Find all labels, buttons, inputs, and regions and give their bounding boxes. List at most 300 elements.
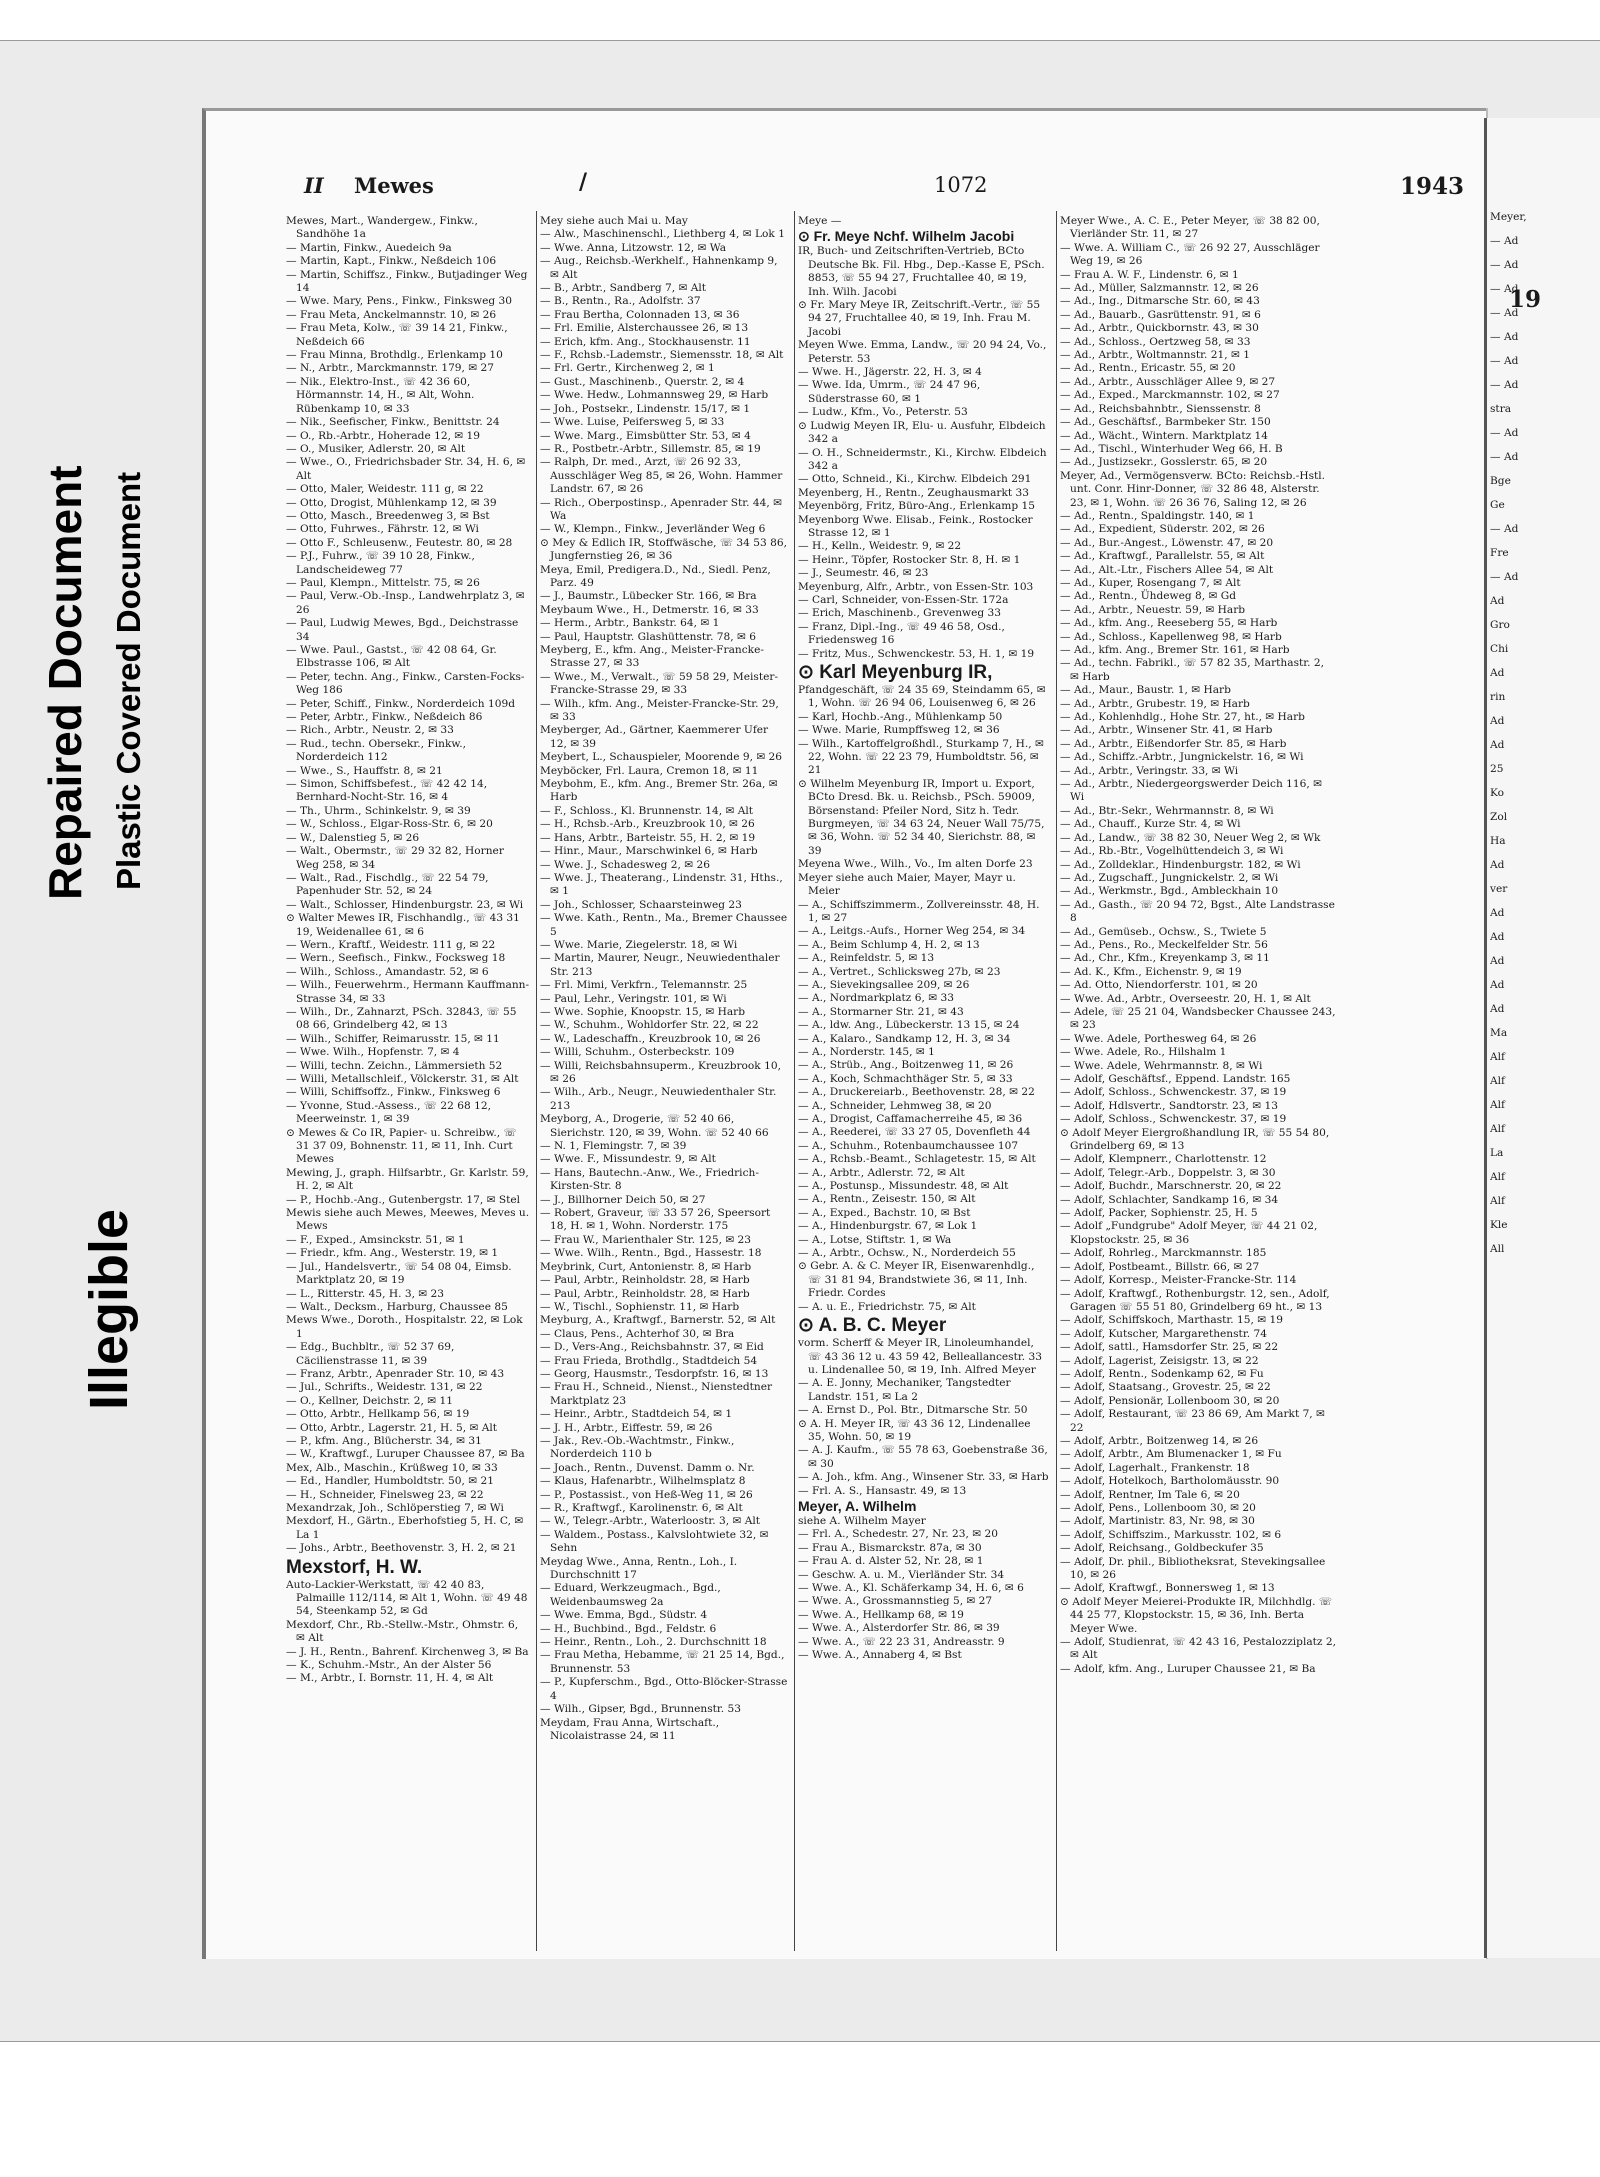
directory-entry: — Wwe. J., Theaterang., Lindenstr. 31, Hths., ✉ 1 — [540, 871, 783, 898]
directory-entry: — Georg, Hausmstr., Tesdorpfstr. 16, ✉ 13 — [540, 1367, 769, 1380]
directory-entry: — Frau Meta, Kolw., ☏ 39 14 21, Finkw., Neßdeich 66 — [286, 322, 508, 348]
directory-entry: ⊙ Mewes & Co IR, Papier- u. Schreibw., ☏ 31 37 09, Bohnenstr. 11, ✉ 11, Inh. Curt Mewes — [286, 1126, 517, 1166]
directory-entry: — Ad., Tischl., Winterhuder Weg 66, H. B — [1060, 442, 1283, 455]
directory-entry: Zol — [1490, 810, 1508, 823]
directory-entry: — J. H., Arbtr., Eiffestr. 59, ✉ 26 — [540, 1421, 713, 1434]
directory-entry: — Wwe. Paul., Gastst., ☏ 42 08 64, Gr. Elbstrasse 106, ✉ Alt — [286, 644, 497, 670]
directory-entry: — Frl. Gertr., Kirchenweg 2, ✉ 1 — [540, 362, 715, 375]
directory-entry: — Klaus, Hafenarbtr., Wilhelmsplatz 8 — [540, 1475, 746, 1488]
directory-entry: — Ad — [1490, 282, 1519, 295]
directory-entry: Mey siehe auch Mai u. May — [540, 215, 688, 227]
directory-entry: — A. Ernst D., Pol. Btr., Ditmarsche Str. 50 — [798, 1404, 1028, 1417]
directory-entry: — A., Strüb., Ang., Boitzenweg 11, ✉ 26 — [798, 1059, 1014, 1072]
directory-entry: — Ad — [1490, 378, 1519, 391]
directory-entry: La — [1490, 1146, 1504, 1159]
directory-entry: — Wwe. Adele, Ro., Hilshalm 1 — [1060, 1046, 1227, 1059]
directory-entry: Meyer, A. Wilhelm — [798, 1497, 917, 1514]
directory-entry: — W., Ladeschaffn., Kreuzbrook 10, ✉ 26 — [540, 1032, 761, 1045]
directory-entry: — A., Vertret., Schlicksweg 27b, ✉ 23 — [798, 965, 1001, 978]
directory-entry: Mewes, Mart., Wandergew., Finkw., Sandhöhe 1a — [286, 215, 478, 241]
column-4 — [1060, 215, 1340, 1945]
directory-entry: — Walt., Decksm., Harburg, Chaussee 85 — [286, 1300, 508, 1313]
directory-entry: — Fritz, Mus., Schwenckestr. 53, H. 1, ✉ 19 — [798, 647, 1035, 660]
directory-entry: Mexandrzak, Joh., Schlöperstieg 7, ✉ Wi — [286, 1502, 504, 1514]
directory-entry: Meydam, Frau Anna, Wirtschaft., Nicolaistrasse 24, ✉ 11 — [540, 1716, 720, 1742]
directory-entry: — Wwe. A., Grossmannstieg 5, ✉ 27 — [798, 1595, 993, 1608]
directory-entry: — Wwe., O., Friedrichsbader Str. 34, H. 6, ✉ Alt — [286, 456, 526, 482]
directory-entry: — A., Norderstr. 145, ✉ 1 — [798, 1045, 935, 1058]
directory-entry: — Adolf, kfm. Ang., Luruper Chaussee 21, ✉ Ba — [1060, 1662, 1316, 1675]
directory-entry: — Jul., Handelsvertr., ☏ 54 08 04, Eimsb. Marktplatz 20, ✉ 19 — [286, 1260, 512, 1287]
directory-entry: — Wwe. A., Alsterdorfer Str. 86, ✉ 39 — [798, 1622, 1000, 1635]
directory-entry: Ge — [1490, 498, 1505, 511]
directory-entry: Meyer Wwe., A. C. E., Peter Meyer, ☏ 38 82 00, Vierländer Str. 11, ✉ 27 — [1060, 215, 1320, 241]
directory-entry: — Ad., Reichsbahnbtr., Sienssenstr. 8 — [1060, 402, 1261, 415]
directory-entry: — Gust., Maschinenb., Querstr. 2, ✉ 4 — [540, 375, 745, 388]
directory-entry: — Ad., Schloss., Kapellenweg 98, ✉ Harb — [1060, 630, 1282, 643]
directory-entry: — Joh., Postsekr., Lindenstr. 15/17, ✉ 1 — [540, 402, 751, 415]
directory-entry: — Paul, Lehr., Veringstr. 101, ✉ Wi — [540, 992, 727, 1005]
page-header — [304, 169, 1464, 203]
directory-entry: 25 — [1490, 762, 1504, 775]
directory-entry: — Ad — [1490, 522, 1519, 535]
directory-entry: Ad — [1490, 906, 1505, 919]
directory-entry: — Ralph, Dr. med., Arzt, ☏ 26 92 33, Ausschläger Weg 85, ✉ 26, Wohn. Hammer Landstr. 67, ✉ 26 — [540, 456, 783, 496]
directory-entry: — Ad., Pens., Ro., Meckelfelder Str. 56 — [1060, 938, 1268, 951]
directory-entry: — H., Schneider, Finelsweg 23, ✉ 22 — [286, 1488, 484, 1501]
directory-entry: — A., Rchsb.-Beamt., Schlagetestr. 15, ✉ Alt — [798, 1153, 1036, 1166]
directory-entry: — Ad., Rentn., Ühdeweg 8, ✉ Gd — [1060, 590, 1236, 603]
directory-entry: — Willi, Schiffsoffz., Finkw., Finksweg 6 — [286, 1086, 501, 1099]
directory-entry: — Wwe. J., Schadesweg 2, ✉ 26 — [540, 858, 710, 871]
directory-entry: — Ad., Gemüseb., Ochsw., S., Twiete 5 — [1060, 925, 1267, 938]
directory-entry: — Wilh., Dr., Zahnarzt, PSch. 32843, ☏ 55 08 66, Grindelberg 42, ✉ 13 — [286, 1005, 517, 1032]
directory-entry: — Adolf, Rohrleg., Marckmannstr. 185 — [1060, 1247, 1267, 1260]
directory-entry: — Wwe. F., Missundestr. 9, ✉ Alt — [540, 1153, 716, 1166]
directory-entry: — Adolf, Kraftwgf., Bonnersweg 1, ✉ 13 — [1060, 1582, 1275, 1595]
directory-entry: — Frau A. d. Alster 52, Nr. 28, ✉ 1 — [798, 1555, 984, 1568]
directory-entry: — Wwe. Sophie, Knoopstr. 15, ✉ Harb — [540, 1005, 746, 1018]
directory-entry: Mexstorf, H. W. — [286, 1556, 423, 1578]
directory-entry: — Ad., Chauff., Kurze Str. 4, ✉ Wi — [1060, 818, 1241, 831]
directory-entry: — Peter, techn. Ang., Finkw., Carsten-Focks-Weg 186 — [286, 670, 525, 697]
directory-entry: — N. 1, Flemingstr. 7, ✉ 39 — [540, 1140, 687, 1153]
directory-entry: — Otto, Arbtr., Hellkamp 56, ✉ 19 — [286, 1408, 470, 1421]
directory-entry: — Adolf, Kutscher, Margarethenstr. 74 — [1060, 1327, 1267, 1340]
directory-entry: — F., Schloss., Kl. Brunnenstr. 14, ✉ Alt — [540, 804, 754, 817]
directory-entry: Alf — [1490, 1122, 1505, 1135]
directory-entry: — Wwe. Hedw., Lohmannsweg 29, ✉ Harb — [540, 389, 769, 402]
directory-entry: ⊙ Fr. Meye Nchf. Wilhelm Jacobi — [798, 228, 1015, 245]
directory-entry: — Ad., Expedient, Süderstr. 202, ✉ 26 — [1060, 523, 1265, 536]
directory-entry: — A., Postunsp., Missundestr. 48, ✉ Alt — [798, 1180, 1009, 1193]
directory-entry: — Yvonne, Stud.-Assess., ☏ 22 68 12, Meerweinstr. 1, ✉ 39 — [286, 1099, 491, 1126]
directory-entry: Ad — [1490, 666, 1505, 679]
directory-entry: — Martin, Finkw., Auedeich 9a — [286, 241, 452, 254]
directory-entry: — Ad., Arbtr., Winsener Str. 41, ✉ Harb — [1060, 724, 1273, 737]
directory-entry: Meyer, Ad., Vermögensverw. BCto: Reichsb.-Hstl. unt. Conr. Hinr-Donner, ☏ 32 86 48, Alsterstr. 23, ✉ 1, Wohn. ☏ 26 36 76, Saling 12, ✉ 26 — [1060, 469, 1326, 509]
directory-entry: — Martin, Kapt., Finkw., Neßdeich 106 — [286, 255, 497, 268]
directory-entry: — Frl. Emilie, Alsterchaussee 26, ✉ 13 — [540, 322, 749, 335]
directory-entry: — J., Baumstr., Lübecker Str. 166, ✉ Bra — [540, 590, 757, 603]
directory-entry: — Ad., Schloss., Oertzweg 58, ✉ 33 — [1060, 335, 1251, 348]
directory-entry: — P., Postassist., von Heß-Weg 11, ✉ 26 — [540, 1488, 753, 1501]
directory-entry: Ad — [1490, 1002, 1505, 1015]
directory-entry: — Ad., Maur., Baustr. 1, ✉ Harb — [1060, 684, 1231, 697]
directory-entry: ⊙ Karl Meyenburg IR, — [798, 662, 993, 683]
directory-entry: — Adele, ☏ 25 21 04, Wandsbecker Chaussee 243, ✉ 23 — [1060, 1005, 1336, 1032]
directory-entry: — Wwe. Adele, Wehrmannstr. 8, ✉ Wi — [1060, 1059, 1263, 1072]
directory-entry: ver — [1490, 882, 1508, 895]
directory-entry: — Frau A. W. F., Lindenstr. 6, ✉ 1 — [1060, 268, 1239, 281]
directory-entry: — A. E. Jonny, Mechaniker, Tangstedter Landstr. 151, ✉ La 2 — [798, 1377, 1011, 1403]
directory-entry: — P., kfm. Ang., Blücherstr. 34, ✉ 31 — [286, 1434, 482, 1447]
directory-entry: — Ad., Wächt., Wintern. Marktplatz 14 — [1060, 429, 1269, 442]
column-2 — [540, 215, 792, 1945]
directory-entry: — Joach., Rentn., Duvenst. Damm o. Nr. — [540, 1461, 755, 1474]
column-3 — [798, 215, 1054, 1945]
directory-entry: — P., Hochb.-Ang., Gutenbergstr. 17, ✉ Stel — [286, 1193, 520, 1206]
directory-entry: — Wilh., Kartoffelgroßhdl., Sturkamp 7, H., ✉ 22, Wohn. ☏ 22 23 79, Humboldtstr. 56, ✉ 21 — [798, 737, 1044, 777]
directory-entry: — W., Dalenstieg 5, ✉ 26 — [286, 831, 420, 844]
directory-entry: — Adolf, Lagerhalt., Frankenstr. 18 — [1060, 1461, 1250, 1474]
directory-entry: — Adolf, Schiffszim., Markusstr. 102, ✉ 6 — [1060, 1528, 1282, 1541]
directory-entry: — Ad., Kuper, Rosengang 7, ✉ Alt — [1060, 576, 1241, 589]
directory-entry: — Adolf, Lagerist, Zeisigstr. 13, ✉ 22 — [1060, 1354, 1259, 1367]
directory-entry: — Wwe. A. William C., ☏ 26 92 27, Ausschläger Weg 19, ✉ 26 — [1060, 241, 1320, 268]
directory-entry: Mexdorf, H., Gärtn., Eberhofstieg 5, H. C, ✉ La 1 — [286, 1515, 524, 1541]
directory-entry: — Paul, Arbtr., Reinholdstr. 28, ✉ Harb — [540, 1287, 750, 1300]
directory-entry: — Ad., Werkmstr., Bgd., Ambleckhain 10 — [1060, 885, 1279, 898]
directory-entry: — Hans, Bautechn.-Anw., We., Friedrich-Kirsten-Str. 8 — [540, 1166, 759, 1193]
directory-entry: — H., Kelln., Weidestr. 9, ✉ 22 — [798, 540, 962, 553]
directory-entry: — Ad., Alt.-Ltr., Fischers Allee 54, ✉ Alt — [1060, 563, 1274, 576]
directory-entry: — Geschw. A. u. M., Vierländer Str. 34 — [798, 1568, 1005, 1581]
directory-entry: Meyberg, E., kfm. Ang., Meister-Francke-Strasse 27, ✉ 33 — [540, 644, 764, 670]
directory-entry: — Walt., Rad., Fischdlg., ☏ 22 54 79, Papenhuder Str. 52, ✉ 24 — [286, 871, 489, 898]
directory-entry: — Paul, Ludwig Mewes, Bgd., Deichstrasse 34 — [286, 617, 519, 643]
directory-entry: — Adolf, Hotelkoch, Bartholomäusstr. 90 — [1060, 1475, 1280, 1488]
directory-entry: — Ad., Exped., Marckmannstr. 102, ✉ 27 — [1060, 389, 1280, 402]
directory-entry: Fre — [1490, 546, 1509, 559]
directory-entry: All — [1490, 1242, 1505, 1255]
directory-entry: — Erich, Maschinenb., Grevenweg 33 — [798, 607, 1002, 620]
directory-entry: Meybaum Wwe., H., Detmerstr. 16, ✉ 33 — [540, 603, 759, 616]
directory-entry: — Paul, Hauptstr. Glashüttenstr. 78, ✉ 6 — [540, 630, 757, 643]
directory-entry: — Wwe. Ad., Arbtr., Overseestr. 20, H. 1, ✉ Alt — [1060, 992, 1311, 1005]
directory-entry: — Adolf, Korresp., Meister-Francke-Str. 114 — [1060, 1274, 1297, 1287]
directory-entry: ⊙ A. B. C. Meyer — [798, 1315, 947, 1337]
directory-entry: — Jak., Rev.-Ob.-Wachtmstr., Finkw., Norderdeich 110 b — [540, 1434, 735, 1461]
directory-entry: — Wilh., Schloss., Amandastr. 52, ✉ 6 — [286, 965, 489, 978]
directory-entry: — Eduard, Werkzeugmach., Bgd., Weidenbaumsweg 2a — [540, 1582, 721, 1608]
directory-entry: — Ad — [1490, 354, 1519, 367]
directory-entry: — P., Kupferschm., Bgd., Otto-Blöcker-Strasse 4 — [540, 1676, 788, 1702]
directory-entry: — Frau Frieda, Brothdlg., Stadtdeich 54 — [540, 1354, 758, 1367]
column-1 — [286, 215, 534, 1945]
directory-entry: Ha — [1490, 834, 1506, 847]
directory-entry: — O. H., Schneidermstr., Ki., Kirchw. Elbdeich 342 a — [798, 446, 1047, 472]
directory-entry: — Claus, Pens., Achterhof 30, ✉ Bra — [540, 1327, 735, 1340]
directory-entry: — Adolf, Reichsang., Goldbeckufer 35 — [1060, 1542, 1264, 1555]
directory-entry: — Ad., Kraftwgf., Parallelstr. 55, ✉ Alt — [1060, 550, 1265, 563]
directory-entry: — Ad., Müller, Salzmannstr. 12, ✉ 26 — [1060, 282, 1259, 295]
directory-entry: — Rich., Arbtr., Neustr. 2, ✉ 33 — [286, 724, 454, 737]
directory-entry: — Johs., Arbtr., Beethovenstr. 3, H. 2, ✉ 21 — [286, 1542, 517, 1555]
directory-entry: ⊙ Mey & Edlich IR, Stoffwäsche, ☏ 34 53 86, Jungfernstieg 26, ✉ 36 — [540, 536, 787, 563]
directory-entry: — A., Arbtr., Adlerstr. 72, ✉ Alt — [798, 1166, 965, 1179]
directory-entry: Alf — [1490, 1170, 1505, 1183]
directory-entry: — J., Seumestr. 46, ✉ 23 — [798, 567, 929, 580]
directory-entry: Kle — [1490, 1218, 1508, 1231]
directory-entry: — Hinr., Maur., Marschwinkel 6, ✉ Harb — [540, 845, 758, 858]
directory-entry: Ad — [1490, 978, 1505, 991]
directory-entry: — Wwe. Kath., Rentn., Ma., Bremer Chaussee 5 — [540, 912, 788, 938]
directory-entry: — W., Telegr.-Arbtr., Waterloostr. 3, ✉ Alt — [540, 1515, 761, 1528]
directory-entry: — Ad., Btr.-Sekr., Wehrmannstr. 8, ✉ Wi — [1060, 804, 1274, 817]
directory-entry: — Frau Bertha, Colonnaden 13, ✉ 36 — [540, 308, 740, 321]
directory-entry: — Friedr., kfm. Ang., Westerstr. 19, ✉ 1 — [286, 1247, 499, 1260]
directory-entry: stra — [1490, 402, 1512, 415]
directory-entry: — Herm., Arbtr., Bankstr. 64, ✉ 1 — [540, 617, 720, 630]
directory-entry: — Wwe., M., Verwalt., ☏ 59 58 29, Meister-Francke-Strasse 29, ✉ 33 — [540, 670, 779, 697]
directory-entry: — H., Rchsb.-Arb., Kreuzbrook 10, ✉ 26 — [540, 818, 755, 831]
directory-entry: — Ad. Otto, Niendorferstr. 101, ✉ 20 — [1060, 979, 1258, 992]
directory-entry: — Wwe. Mary, Pens., Finkw., Finksweg 30 — [286, 295, 513, 308]
directory-entry: — Erich, kfm. Ang., Stockhausenstr. 11 — [540, 335, 751, 348]
directory-entry: — Adolf, Martinistr. 83, Nr. 98, ✉ 30 — [1060, 1515, 1255, 1528]
directory-entry: — B., Rentn., Ra., Adolfstr. 37 — [540, 295, 701, 308]
directory-entry: — Wwe. Wilh., Rentn., Bgd., Hassestr. 18 — [540, 1247, 762, 1260]
directory-entry: — Ad., Arbtr., Grubestr. 19, ✉ Harb — [1060, 697, 1250, 710]
directory-entry: — Adolf, Arbtr., Am Blumenacker 1, ✉ Fu — [1060, 1448, 1282, 1461]
directory-entry: — W., Klempn., Finkw., Jeverländer Weg 6 — [540, 523, 766, 536]
directory-entry: — Frau H., Schneid., Nienst., Nienstedtner Marktplatz 23 — [540, 1381, 773, 1407]
directory-entry: ⊙ A. H. Meyer IR, ☏ 43 36 12, Lindenallee 35, Wohn. 50, ✉ 19 — [798, 1417, 1031, 1443]
directory-entry: — Adolf, Schloss., Schwenckestr. 37, ✉ 19 — [1060, 1086, 1287, 1099]
directory-entry: — Wwe. A., Hellkamp 68, ✉ 19 — [798, 1608, 964, 1621]
directory-entry: — W., Tischl., Sophienstr. 11, ✉ Harb — [540, 1300, 740, 1313]
directory-entry: — Ad., Kohlenhdlg., Hohe Str. 27, ht., ✉ Harb — [1060, 711, 1305, 724]
directory-entry: — D., Vers-Ang., Reichsbahnstr. 37, ✉ Eid — [540, 1341, 764, 1354]
directory-entry: — Adolf, Pensionär, Lollenboom 30, ✉ 20 — [1060, 1394, 1280, 1407]
directory-entry: — Ad — [1490, 258, 1519, 271]
directory-entry: ⊙ Ludwig Meyen IR, Elu- u. Ausfuhr, Elbdeich 342 a — [798, 419, 1046, 446]
directory-entry: — Adolf, Postbeamt., Billstr. 66, ✉ 27 — [1060, 1260, 1260, 1273]
directory-entry: — Adolf, Klempnerr., Charlottenstr. 12 — [1060, 1153, 1267, 1166]
directory-entry: — Adolf, Dr. phil., Bibliotheksrat, Stevekingsallee 10, ✉ 26 — [1060, 1555, 1326, 1582]
directory-entry: — P.J., Fuhrw., ☏ 39 10 28, Finkw., Landscheideweg 77 — [286, 550, 475, 576]
directory-entry: Meybohm, E., kfm. Ang., Bremer Str. 26a, ✉ Harb — [540, 778, 778, 804]
directory-entry: — Ad — [1490, 426, 1519, 439]
directory-entry: ⊙ Adolf Meyer Eiergroßhandlung IR, ☏ 55 54 80, Grindelberg 69, ✉ 13 — [1060, 1126, 1330, 1153]
directory-entry: — Ad., Ing., Ditmarsche Str. 60, ✉ 43 — [1060, 295, 1260, 308]
directory-entry: — Heinr., Töpfer, Rostocker Str. 8, H. ✉ 1 — [798, 553, 1021, 566]
directory-entry: — Frau Minna, Brothdlg., Erlenkamp 10 — [286, 349, 503, 362]
directory-entry: — Wilh., Arb., Neugr., Neuwiedenthaler Str. 213 — [540, 1086, 777, 1112]
directory-entry: Meyborg, A., Drogerie, ☏ 52 40 66, Sierichstr. 120, ✉ 39, Wohn. ☏ 52 40 66 — [540, 1113, 769, 1139]
directory-entry: — K., Schuhm.-Mstr., An der Alster 56 — [286, 1659, 492, 1672]
directory-entry: — W., Schuhm., Wohldorfer Str. 22, ✉ 22 — [540, 1019, 759, 1032]
directory-entry: — Adolf, Restaurant, ☏ 23 86 69, Am Markt 7, ✉ 22 — [1060, 1408, 1325, 1434]
directory-entry: — Ad., Arbtr., Niedergeorgswerder Deich 116, ✉ Wi — [1060, 778, 1322, 804]
directory-entry: — Paul, Klempn., Mittelstr. 75, ✉ 26 — [286, 576, 480, 589]
directory-entry: — W., Kraftwgf., Luruper Chaussee 87, ✉ Ba — [286, 1448, 525, 1461]
directory-entry: — Peter, Schiff., Finkw., Norderdeich 109d — [286, 697, 515, 710]
directory-entry: — Wwe. A., Annaberg 4, ✉ Bst — [798, 1649, 962, 1662]
directory-entry: — Ad., Bauarb., Gasrüttenstr. 91, ✉ 6 — [1060, 308, 1261, 321]
column-rule — [794, 211, 795, 1951]
directory-entry: — Adolf, Arbtr., Boitzenweg 14, ✉ 26 — [1060, 1434, 1259, 1447]
directory-entry: Chi — [1490, 642, 1509, 655]
directory-entry: — Wwe. Wilh., Hopfenstr. 7, ✉ 4 — [286, 1046, 460, 1059]
column-rule — [536, 211, 537, 1951]
plastic-covered-label: Plastic Covered Document — [110, 471, 147, 890]
directory-entry: — Adolf, Pens., Lollenboom 30, ✉ 20 — [1060, 1502, 1256, 1514]
directory-entry: Meyer, — [1490, 210, 1527, 223]
directory-entry: — Adolf, Kraftwgf., Rothenburgstr. 12, sen., Adolf, Garagen ☏ 55 51 80, Grindelberg 69 ht., ✉ 13 — [1060, 1287, 1330, 1313]
directory-entry: — Ad., Chr., Kfm., Kreyenkamp 3, ✉ 11 — [1060, 952, 1270, 965]
directory-entry: — F., Rchsb.-Lademstr., Siemensstr. 18, ✉ Alt — [540, 349, 784, 362]
directory-entry: — Ad., Arbtr., Woltmannstr. 21, ✉ 1 — [1060, 349, 1250, 362]
directory-entry: Meybrink, Curt, Antonienstr. 8, ✉ Harb — [540, 1260, 752, 1273]
directory-entry: — A., Arbtr., Ochsw., N., Norderdeich 55 — [798, 1247, 1016, 1260]
directory-entry: — B., Arbtr., Sandberg 7, ✉ Alt — [540, 282, 707, 295]
directory-entry: — A., Exped., Bachstr. 10, ✉ Bst — [798, 1206, 971, 1219]
directory-entry: Meyenbörg, Fritz, Büro-Ang., Erlenkamp 15 — [798, 500, 1035, 513]
directory-entry: — Paul, Verw.-Ob.-Insp., Landwehrplatz 3, ✉ 26 — [286, 590, 525, 616]
directory-entry: — Frl. A. S., Hansastr. 49, ✉ 13 — [798, 1484, 967, 1497]
directory-entry: Bge — [1490, 474, 1511, 487]
directory-entry: — Adolf, Rentner, Im Tale 6, ✉ 20 — [1060, 1488, 1240, 1501]
directory-entry: — A., Reederei, ☏ 33 27 05, Dovenfleth 44 — [798, 1126, 1031, 1139]
directory-entry: Mewis siehe auch Mewes, Meewes, Meves u. Mews — [286, 1207, 530, 1233]
directory-entry: — Wwe. Marg., Eimsbütter Str. 53, ✉ 4 — [540, 429, 751, 442]
directory-entry: Ad — [1490, 954, 1505, 967]
directory-entry: — N., Arbtr., Marckmannstr. 179, ✉ 27 — [286, 362, 495, 375]
directory-entry: — Ad. K., Kfm., Eichenstr. 9, ✉ 19 — [1060, 965, 1242, 978]
directory-entry: — Wwe. Emma, Bgd., Südstr. 4 — [540, 1609, 708, 1622]
directory-entry: — Th., Uhrm., Schinkelstr. 9, ✉ 39 — [286, 804, 471, 817]
directory-entry: — Adolf, Packer, Sophienstr. 25, H. 5 — [1060, 1207, 1258, 1220]
directory-entry: — Willi, Schuhm., Osterbeckstr. 109 — [540, 1046, 735, 1059]
next-page-column-fragment — [1490, 200, 1590, 1900]
directory-entry: — Adolf, Telegr.-Arb., Doppelstr. 3, ✉ 30 — [1060, 1166, 1276, 1179]
section-number: II — [304, 173, 324, 198]
directory-entry: — J. H., Rentn., Bahrenf. Kirchenweg 3, ✉ Ba — [286, 1645, 529, 1658]
directory-entry: — A., Schneider, Lehmweg 38, ✉ 20 — [798, 1099, 992, 1112]
directory-entry: — Otto, Arbtr., Lagerstr. 21, H. 5, ✉ Alt — [286, 1421, 498, 1434]
directory-entry: — Ad., Arbtr., Ausschläger Allee 9, ✉ 27 — [1060, 375, 1276, 388]
directory-entry: Meyen Wwe. Emma, Landw., ☏ 20 94 24, Vo., Peterstr. 53 — [798, 339, 1047, 365]
directory-entry: — Adolf, Schlachter, Sandkamp 16, ✉ 34 — [1060, 1193, 1279, 1206]
directory-entry: — A., Sievekingsallee 209, ✉ 26 — [798, 978, 970, 991]
directory-entry: — Ad., Landw., ☏ 38 82 30, Neuer Weg 2, ✉ Wk — [1060, 831, 1321, 844]
directory-entry: — A., ldw. Ang., Lübeckerstr. 13 15, ✉ 24 — [798, 1019, 1020, 1032]
directory-entry: Ko — [1490, 786, 1505, 799]
directory-entry: — Walt., Obermstr., ☏ 29 32 82, Horner Weg 258, ✉ 34 — [286, 845, 504, 871]
directory-entry: — Adolf, Geschäftsf., Eppend. Landstr. 165 — [1060, 1073, 1291, 1085]
directory-entry: — Walt., Schlosser, Hindenburgstr. 23, ✉ Wi — [286, 898, 524, 911]
directory-entry: — F., Exped., Amsinckstr. 51, ✉ 1 — [286, 1233, 465, 1246]
directory-entry: siehe A. Wilhelm Mayer — [798, 1514, 926, 1527]
directory-entry: — Wwe. A., ☏ 22 23 31, Andreasstr. 9 — [798, 1635, 1005, 1648]
directory-entry: ⊙ Fr. Mary Meye IR, Zeitschrift.-Vertr., ☏ 55 94 27, Fruchtallee 40, ✉ 19, Inh. Frau M. Jacobi — [798, 299, 1041, 338]
directory-entry: — R., Postbetr.-Arbtr., Sillemstr. 85, ✉ 19 — [540, 442, 761, 455]
directory-entry: — Otto, Schneid., Ki., Kirchw. Elbdeich 291 — [798, 473, 1032, 486]
directory-entry: — O., Musiker, Adlerstr. 20, ✉ Alt — [286, 442, 466, 455]
directory-entry: — Frl. Mimi, Verkfrn., Telemannstr. 25 — [540, 979, 748, 992]
directory-entry: ⊙ Wilhelm Meyenburg IR, Import u. Export, BCto Dresd. Bk. u. Reichsb., PSch. 59009, Börsenstand: Pfeiler Nord, Sitz h. Tedr. Burgmeyen, ☏ 34 63 24, Neuer Wall 75/75, ✉ 36, Wohn. ☏ 52 34 40, Sierichstr. 88, ✉ 39 — [798, 777, 1045, 857]
directory-entry: — Nik., Seefischer, Finkw., Benittstr. 24 — [286, 416, 500, 429]
directory-entry: ⊙ Walter Mewes IR, Fischhandlg., ☏ 43 31 19, Weidenallee 61, ✉ 6 — [286, 912, 520, 938]
directory-entry: — Ad — [1490, 306, 1519, 319]
directory-entry: Ma — [1490, 1026, 1508, 1039]
directory-entry: — Willi, Reichsbahnsuperm., Kreuzbrook 10, ✉ 26 — [540, 1059, 781, 1085]
directory-entry: — Rud., techn. Obersekr., Finkw., Norderdeich 112 — [286, 737, 466, 764]
directory-entry: — Ad., kfm. Ang., Reeseberg 55, ✉ Harb — [1060, 617, 1278, 630]
directory-entry: — A. J. Kaufm., ☏ 55 78 63, Goebenstraße 36, ✉ 30 — [798, 1444, 1048, 1470]
directory-entry: — Wwe., S., Hauffstr. 8, ✉ 21 — [286, 764, 443, 777]
directory-entry: — Simon, Schiffsbefest., ☏ 42 42 14, Bernhard-Nocht-Str. 16, ✉ 4 — [286, 778, 488, 804]
directory-entry: — Wilh., Gipser, Bgd., Brunnenstr. 53 — [540, 1703, 742, 1716]
directory-entry: — A., Reinfeldstr. 5, ✉ 13 — [798, 952, 935, 965]
directory-entry: — Adolf, Buchdr., Marschnerstr. 20, ✉ 22 — [1060, 1180, 1282, 1193]
directory-entry: Ad — [1490, 714, 1505, 727]
directory-entry: — Ludw., Kfm., Vo., Peterstr. 53 — [798, 406, 968, 419]
directory-entry: — Frau A., Bismarckstr. 87a, ✉ 30 — [798, 1541, 982, 1554]
directory-entry: — A., Rentn., Zeisestr. 150, ✉ Alt — [798, 1193, 976, 1206]
directory-entry: — Wern., Kraftf., Weidestr. 111 g, ✉ 22 — [286, 938, 496, 951]
repaired-document-label: Repaired Document — [39, 465, 91, 900]
directory-entry: — Wilh., Feuerwehrm., Hermann Kauffmann-Strasse 34, ✉ 33 — [286, 979, 530, 1005]
directory-entry: — Waldem., Postass., Kalvslohtwiete 32, ✉ Sehn — [540, 1528, 769, 1555]
running-head-name: Mewes — [354, 173, 434, 198]
directory-entry: — Wwe. Anna, Litzowstr. 12, ✉ Wa — [540, 241, 727, 254]
directory-entry: Ad — [1490, 930, 1505, 943]
directory-entry: — Martin, Maurer, Neugr., Neuwiedenthaler Str. 213 — [540, 952, 780, 978]
directory-entry: — A. Joh., kfm. Ang., Winsener Str. 33, ✉ Harb — [798, 1471, 1049, 1484]
directory-entry: — Adolf, Schiffskoch, Marthastr. 15, ✉ 19 — [1060, 1314, 1283, 1327]
directory-entry: — W., Schloss., Elgar-Ross-Str. 6, ✉ 20 — [286, 818, 493, 831]
directory-entry: — Frl. A., Schedestr. 27, Nr. 23, ✉ 20 — [798, 1528, 998, 1541]
directory-entry: — Ad., Arbtr., Veringstr. 33, ✉ Wi — [1060, 764, 1239, 777]
directory-entry: — Alw., Maschinenschl., Liethberg 4, ✉ Lok 1 — [540, 228, 785, 241]
directory-entry: — R., Kraftwgf., Karolinenstr. 6, ✉ Alt — [540, 1502, 743, 1514]
directory-entry: Meybert, L., Schauspieler, Moorende 9, ✉ 26 — [540, 751, 783, 764]
directory-entry: Meyenburg, Alfr., Arbtr., von Essen-Str. 103 — [798, 580, 1034, 593]
directory-entry: Ad — [1490, 594, 1505, 607]
directory-entry: Meyenborg Wwe. Elisab., Feink., Rostocker Strasse 12, ✉ 1 — [798, 513, 1033, 539]
directory-entry: Mews Wwe., Doroth., Hospitalstr. 22, ✉ Lok 1 — [286, 1314, 523, 1340]
directory-entry: — A., Druckereiarb., Beethovenstr. 28, ✉ 22 — [798, 1086, 1035, 1099]
directory-entry: — Ad., Arbtr., Quickbornstr. 43, ✉ 30 — [1060, 322, 1259, 335]
directory-entry: Meyer siehe auch Maier, Mayer, Mayr u. Meier — [798, 871, 1016, 898]
directory-entry: — Aug., Reichsb.-Werkhelf., Hahnenkamp 9, ✉ Alt — [540, 255, 778, 281]
directory-entry: — Wwe. A., Kl. Schäferkamp 34, H. 6, ✉ 6 — [798, 1582, 1024, 1594]
directory-entry: — Jul., Schrifts., Weidestr. 131, ✉ 22 — [286, 1381, 483, 1394]
directory-entry: — Ad., Zolldeklar., Hindenburgstr. 182, ✉ Wi — [1060, 858, 1301, 871]
directory-entry: — Ad., Justizsekr., Gosslerstr. 65, ✉ 20 — [1060, 456, 1268, 469]
directory-entry: — Ad., Rb.-Btr., Vogelhüttendeich 3, ✉ Wi — [1060, 845, 1284, 858]
directory-entry: — Rich., Oberpostinsp., Apenrader Str. 44, ✉ Wa — [540, 496, 782, 522]
directory-entry: vorm. Scherff & Meyer IR, Linoleumhandel, ☏ 43 36 12 u. 43 59 42, Belleallancestr. 33 u. Lindenallee 50, ✉ 19, Inh. Alfred Meyer — [798, 1337, 1042, 1376]
directory-entry: Auto-Lackier-Werkstatt, ☏ 42 40 83, Palmaille 112/114, ✉ Alt 1, Wohn. ☏ 49 48 54, Steenkamp 52, ✉ Gd — [286, 1578, 528, 1618]
next-page-year: 19 — [1509, 286, 1542, 313]
directory-entry: — Wern., Seefisch., Finkw., Focksweg 18 — [286, 952, 506, 965]
directory-entry: — Wwe. Luise, Peifersweg 5, ✉ 33 — [540, 416, 725, 429]
directory-entry: — Wwe. Marie, Rumpffsweg 12, ✉ 36 — [798, 724, 1000, 737]
